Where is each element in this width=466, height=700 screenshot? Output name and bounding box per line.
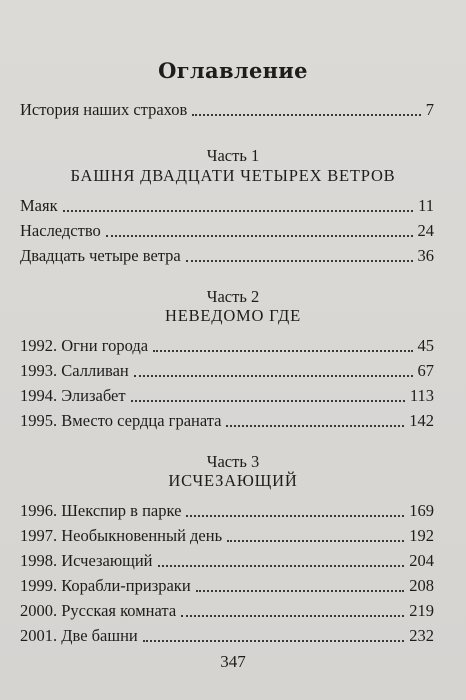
part-2-number: Часть 2 [206,287,260,306]
part-1-title: БАШНЯ ДВАДЦАТИ ЧЕТЫРЕХ ВЕТРОВ [70,166,396,185]
toc-entry [20,334,434,356]
toc-leader-dots [186,514,404,517]
toc-entry-page: 67 [417,361,434,380]
toc-leader-dots [196,589,405,592]
toc-entry-label: 1996. Шекспир в парке [20,501,182,520]
toc-entry-page: 11 [418,196,434,215]
toc-leader-dots [181,614,404,617]
toc-entry-page: 36 [417,246,434,265]
toc-entry-page: 232 [409,626,434,645]
toc-entry-label: Маяк [20,196,58,215]
toc-entry [20,624,434,646]
toc-entry-page: 142 [409,411,434,430]
page-title: Оглавление [158,58,308,83]
toc-entry-label: 1992. Огни города [20,336,149,355]
toc-leader-dots [143,639,405,642]
toc-entry-label: 1993. Салливан [20,361,129,380]
toc-entry [20,549,434,571]
toc-leader-dots [106,234,413,237]
toc-entry-label: Двадцать четыре ветра [20,246,181,265]
toc-entry [20,574,434,596]
part-2-title: НЕВЕДОМО ГДЕ [165,306,301,325]
toc-entry [20,499,434,521]
toc-entry-label: 1995. Вместо сердца граната [20,411,222,430]
toc-entry-intro [20,98,434,120]
toc-entry [20,384,434,406]
toc-entry-label: 2001. Две башни [20,626,138,645]
toc-leader-dots [227,539,404,542]
page-number: 347 [220,652,246,671]
toc-leader-dots [186,259,413,262]
toc-entry [20,359,434,381]
toc-entry-page: 24 [417,221,434,240]
toc-entry-page: 7 [425,100,434,119]
toc-leader-dots [226,424,404,427]
toc-leader-dots [192,113,420,116]
toc-entry-label: 1999. Корабли-призраки [20,576,191,595]
toc-leader-dots [153,349,412,352]
toc-entry-page: 45 [417,336,434,355]
toc-entry [20,194,434,216]
toc-entry [20,524,434,546]
part-1-number: Часть 1 [206,146,260,165]
toc-entry [20,219,434,241]
toc-entry-label: Наследство [20,221,101,240]
part-3-number: Часть 3 [206,452,260,471]
toc-leader-dots [131,399,405,402]
toc-entry-label: История наших страхов [20,100,188,119]
toc-entry-page: 113 [409,386,434,405]
toc-entry [20,409,434,431]
toc-entry-label: 2000. Русская комната [20,601,177,620]
toc-leader-dots [134,374,413,377]
toc-leader-dots [63,209,414,212]
toc-entry-label: 1997. Необыкновенный день [20,526,223,545]
toc-entry-label: 1994. Элизабет [20,386,126,405]
toc-entry-page: 219 [409,601,434,620]
toc-entry [20,244,434,266]
toc-entry-label: 1998. Исчезающий [20,551,153,570]
toc-leader-dots [158,564,405,567]
toc-entry-page: 169 [409,501,434,520]
toc-entry-page: 204 [409,551,434,570]
toc-entry-page: 192 [409,526,434,545]
toc-entry [20,599,434,621]
toc-entry-page: 208 [409,576,434,595]
part-3-title: ИСЧЕЗАЮЩИЙ [168,471,298,490]
